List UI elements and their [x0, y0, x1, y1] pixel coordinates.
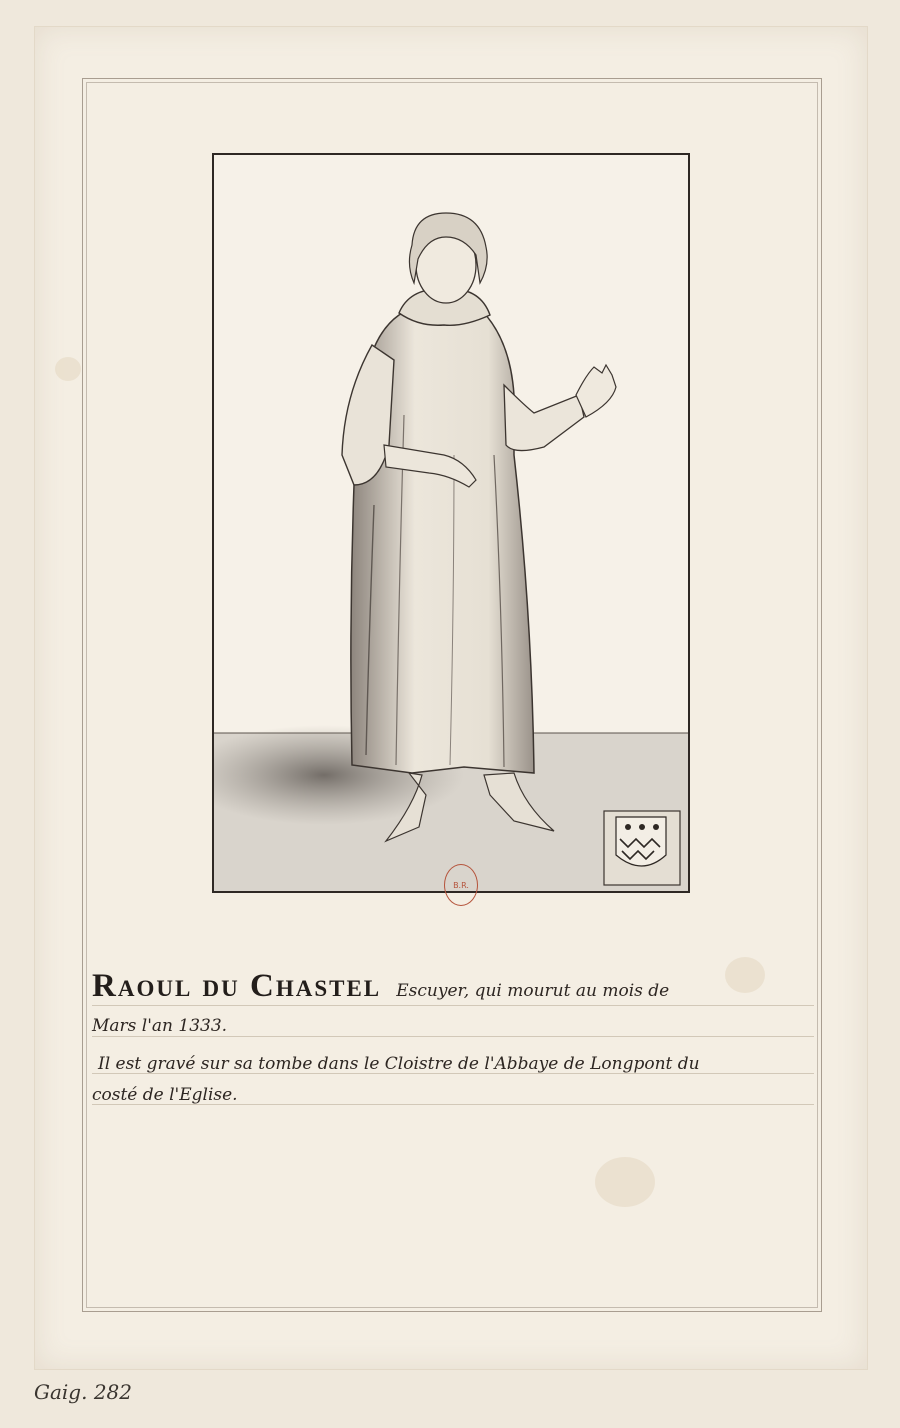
raised-hand: [576, 365, 616, 417]
caption-text: Escuyer, qui mourut au mois de: [396, 981, 670, 1001]
ruled-line: [92, 1005, 814, 1006]
illustration-plate: [212, 153, 690, 893]
right-sleeve: [504, 385, 584, 451]
caption-line-2: Mars l'an 1333.: [92, 1016, 228, 1036]
caption-line-3: Il est gravé sur sa tombe dans le Cloistre de l'Abbaye de Longpont du: [98, 1054, 700, 1074]
subject-name: Raoul du Chastel: [92, 968, 382, 1004]
shelfmark: Gaig. 282: [34, 1380, 132, 1404]
ruled-line: [92, 1036, 814, 1037]
caption-line-1: [92, 968, 669, 1005]
foxing-stain: [55, 357, 81, 381]
figure-drawing: [214, 155, 688, 891]
heraldic-shield-icon: [604, 811, 680, 885]
caption-line-4: costé de l'Eglise.: [92, 1085, 238, 1105]
library-stamp: B.R.: [444, 864, 478, 906]
